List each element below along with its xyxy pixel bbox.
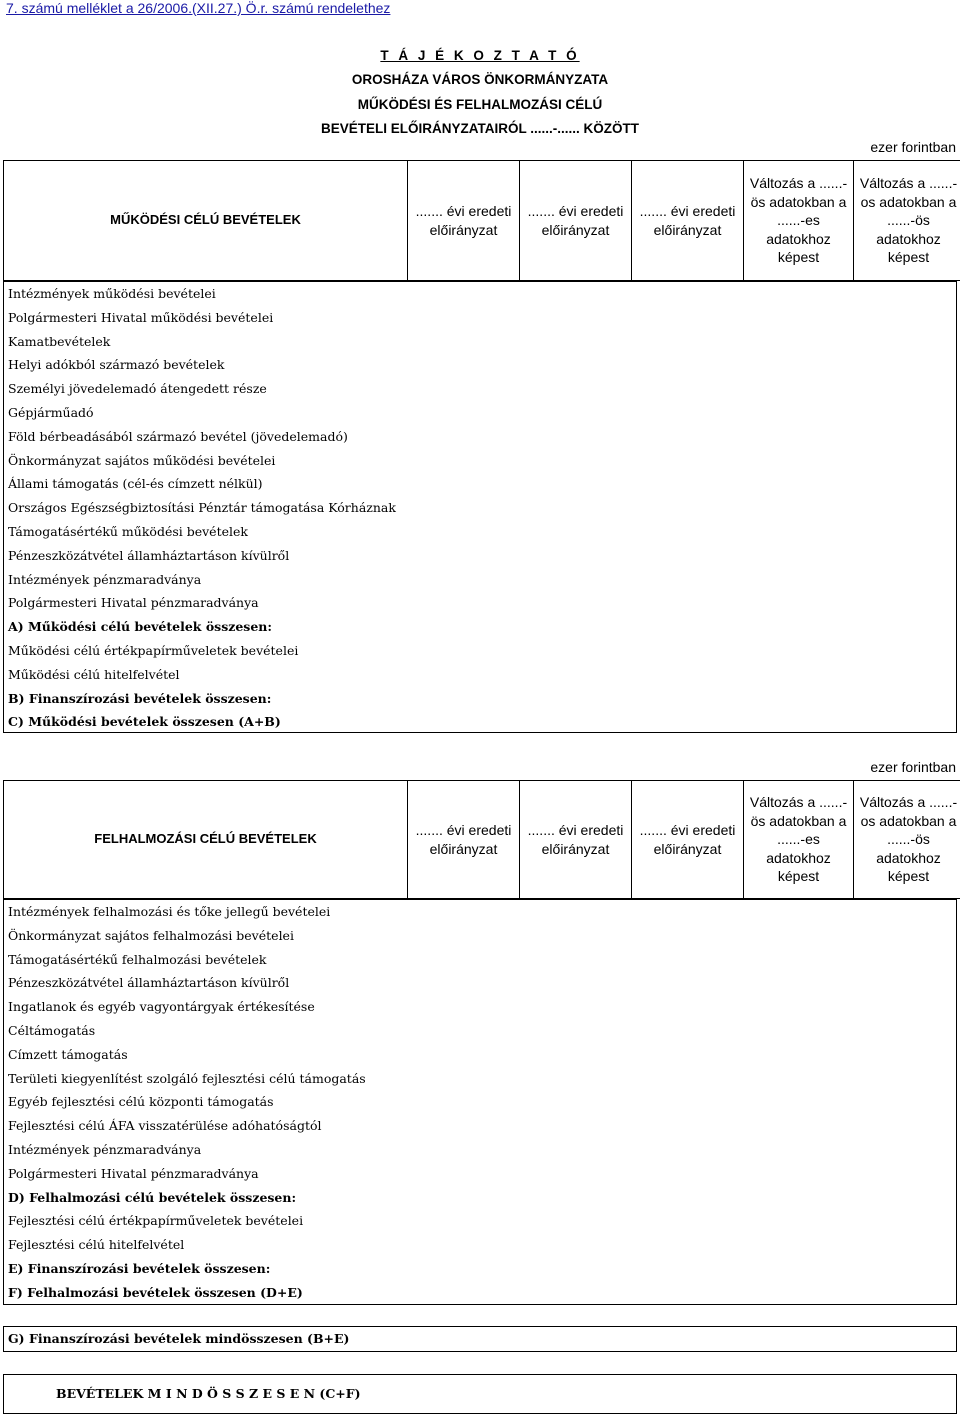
list-item: Támogatásértékű felhalmozási bevételek (8, 951, 267, 967)
col-evi-eredeti-2: ....... évi eredeti előirányzat (520, 781, 632, 899)
list-item: Pénzeszközátvétel államháztartáson kívülről (8, 975, 290, 991)
col-evi-eredeti-1: ....... évi eredeti előirányzat (408, 781, 520, 899)
title-line-3: MŰKÖDÉSI ÉS FELHALMOZÁSI CÉLÚ (357, 96, 603, 112)
col-evi-eredeti-3: ....... évi eredeti előirányzat (632, 781, 744, 899)
title-line-2: OROSHÁZA VÁROS ÖNKORMÁNYZATA (351, 72, 609, 88)
capital-header-table (3, 780, 960, 899)
total-c: C) Működési bevételek összesen (A+B) (8, 714, 281, 730)
list-item: Intézmények pénzmaradványa (8, 571, 202, 587)
list-item: Országos Egészségbiztosítási Pénztár támogatása Kórháznak (8, 500, 396, 516)
list-item: Működési célú értékpapírműveletek bevételei (8, 642, 299, 658)
subtotal-e: E) Finanszírozási bevételek összesen: (8, 1260, 271, 1276)
list-item: Területi kiegyenlítést szolgáló fejlesztési célú támogatás (8, 1070, 366, 1086)
list-item: Intézmények pénzmaradványa (8, 1141, 202, 1157)
list-item: Helyi adókból származó bevételek (8, 357, 225, 373)
list-item: Gépjárműadó (8, 404, 94, 420)
list-item: Polgármesteri Hivatal pénzmaradványa (8, 1165, 259, 1181)
list-item: Fejlesztési célú hitelfelvétel (8, 1237, 185, 1253)
subtotal-b: B) Finanszírozási bevételek összesen: (8, 690, 272, 706)
list-item: Önkormányzat sajátos felhalmozási bevételei (8, 927, 294, 943)
col-valtozas-2: Változás a ......-os adatokban a ......-ös adatokhoz képest (854, 161, 960, 281)
list-item: Polgármesteri Hivatal pénzmaradványa (8, 595, 259, 611)
operating-header-table (3, 160, 960, 281)
list-item: Ingatlanok és egyéb vagyontárgyak értékesítése (8, 999, 315, 1015)
subtotal-a: A) Működési célú bevételek összesen: (8, 619, 272, 635)
capital-rows (3, 899, 957, 1305)
col-valtozas-1: Változás a ......-ös adatokban a ......-es adatokhoz képest (744, 161, 854, 281)
col-evi-eredeti-2: ....... évi eredeti előirányzat (520, 161, 632, 281)
col-valtozas-2: Változás a ......-os adatokban a ......-ös adatokhoz képest (854, 781, 960, 899)
list-item: Intézmények felhalmozási és tőke jellegű bevételei (8, 904, 331, 919)
capital-section-title: FELHALMOZÁSI CÉLÚ BEVÉTELEK (4, 781, 408, 899)
title-line-4: BEVÉTELI ELŐIRÁNYZATAIRÓL ......-...... KÖZÖTT (320, 120, 639, 136)
list-item: Önkormányzat sajátos működési bevételei (8, 452, 276, 468)
col-evi-eredeti-3: ....... évi eredeti előirányzat (632, 161, 744, 281)
list-item: Intézmények működési bevételei (8, 286, 216, 301)
summary-g-box (3, 1326, 957, 1352)
list-item: Pénzeszközátvétel államháztartáson kívülről (8, 547, 290, 563)
list-item: Föld bérbeadásából származó bevétel (jövedelemadó) (8, 428, 348, 444)
grand-total-box (3, 1374, 957, 1414)
operating-rows (3, 281, 957, 733)
list-item: Állami támogatás (cél-és címzett nélkül) (8, 476, 263, 492)
list-item: Személyi jövedelemadó átengedett része (8, 381, 267, 397)
subtotal-d: D) Felhalmozási célú bevételek összesen: (8, 1189, 297, 1205)
list-item: Céltámogatás (8, 1022, 96, 1038)
document-title (0, 44, 960, 141)
grand-total-text: BEVÉTELEK M I N D Ö S S Z E S E N (C+F) (56, 1386, 361, 1401)
unit-label-operating: ezer forintban (870, 139, 956, 155)
title-line-1: T Á J É K O Z T A T Ó (380, 48, 580, 63)
list-item: Fejlesztési célú értékpapírműveletek bevételei (8, 1213, 304, 1229)
operating-section-title: MŰKÖDÉSI CÉLÚ BEVÉTELEK (4, 161, 408, 281)
list-item: Működési célú hitelfelvétel (8, 666, 180, 682)
col-evi-eredeti-1: ....... évi eredeti előirányzat (408, 161, 520, 281)
list-item: Egyéb fejlesztési célú központi támogatás (8, 1094, 274, 1110)
list-item: Támogatásértékű működési bevételek (8, 523, 248, 539)
list-item: Címzett támogatás (8, 1046, 128, 1062)
decree-reference-link[interactable]: 7. számú melléklet a 26/2006.(XII.27.) Ö.r. számú rendelethez (6, 0, 391, 16)
list-item: Polgármesteri Hivatal működési bevételei (8, 309, 274, 325)
summary-g-text: G) Finanszírozási bevételek mindösszesen (B+E) (8, 1331, 350, 1346)
col-valtozas-1: Változás a ......-ös adatokban a ......-es adatokhoz képest (744, 781, 854, 899)
list-item: Kamatbevételek (8, 333, 111, 349)
unit-label-capital: ezer forintban (870, 759, 956, 775)
total-f: F) Felhalmozási bevételek összesen (D+E) (8, 1284, 303, 1300)
list-item: Fejlesztési célú ÁFA visszatérülése adóhatóságtól (8, 1118, 322, 1134)
